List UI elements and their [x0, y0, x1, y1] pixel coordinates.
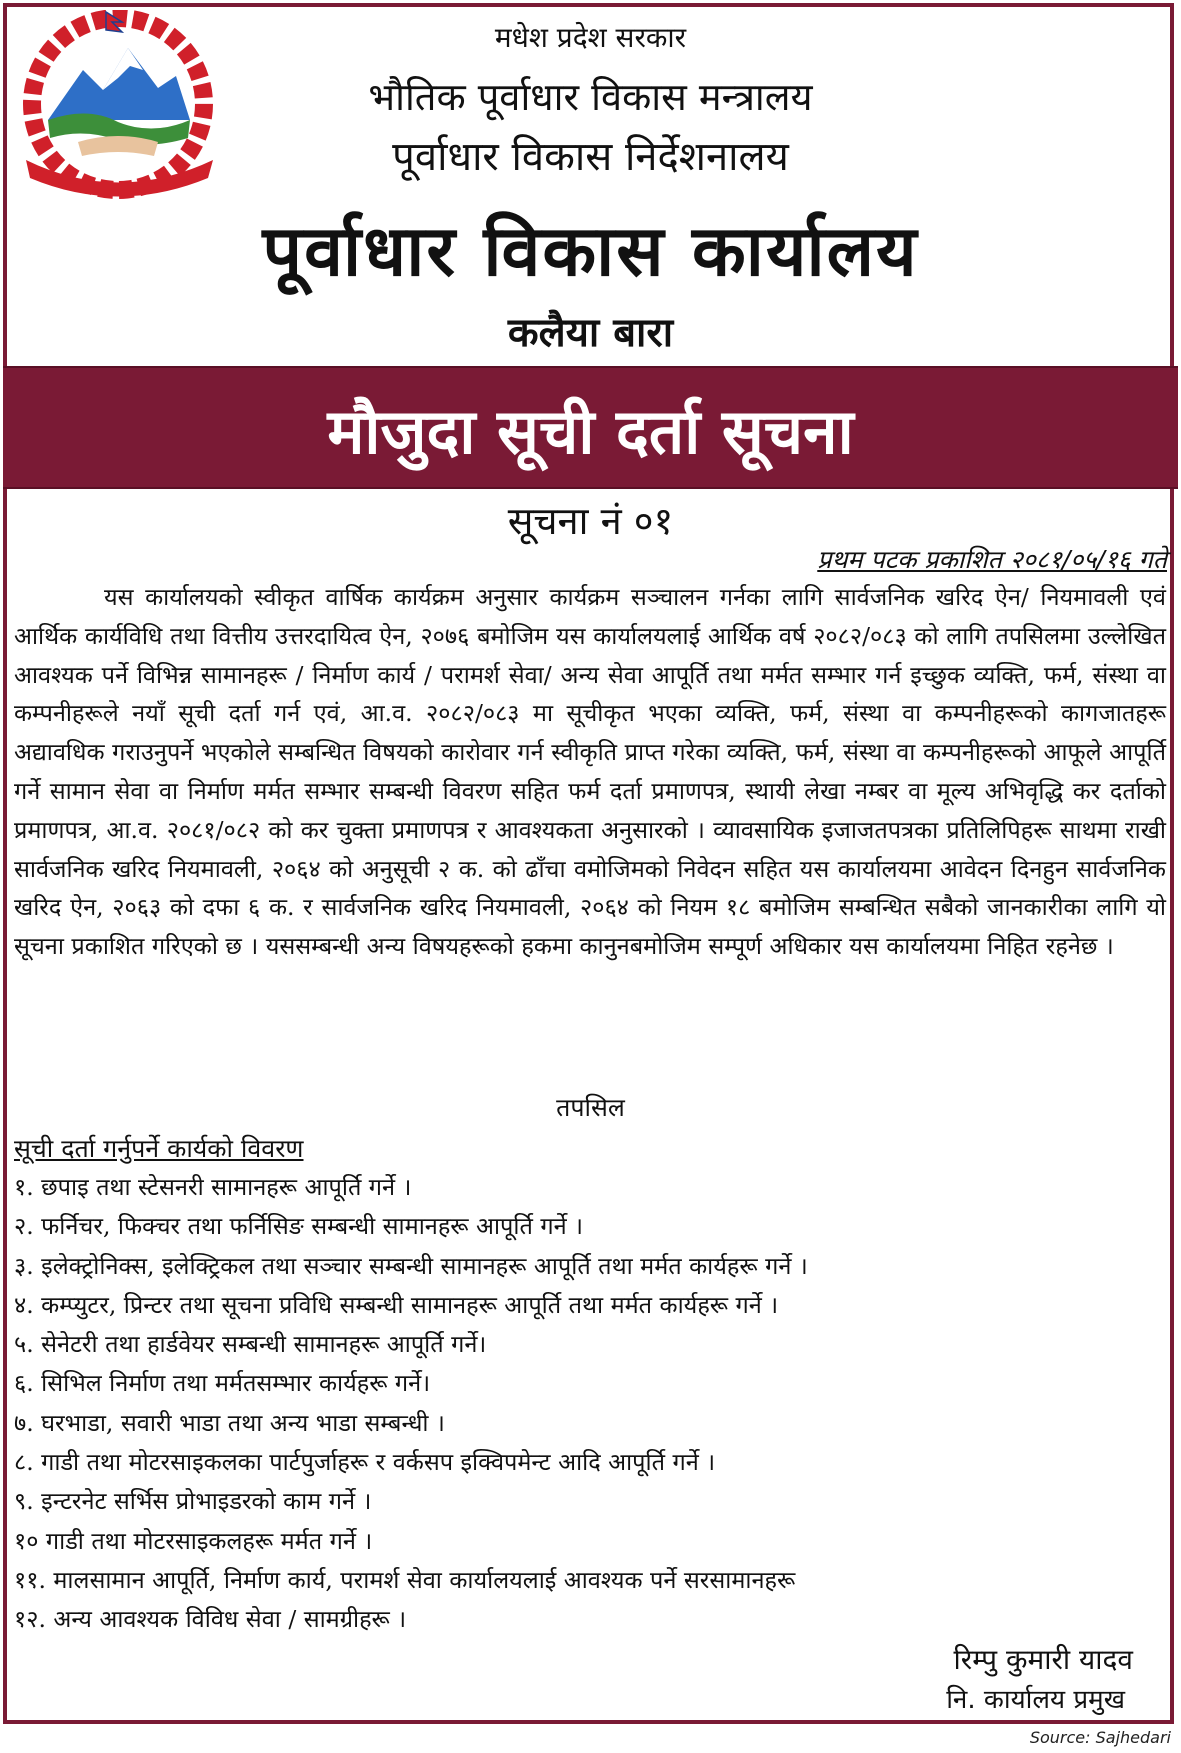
signer-title: नि. कार्यालय प्रमुख	[946, 1685, 1125, 1715]
source-credit: Source: Sajhedari	[1029, 1728, 1171, 1747]
notice-number: सूचना नं ०१	[507, 499, 674, 543]
list-item: १. छपाइ तथा स्टेसनरी सामानहरू आपूर्ति गर्ने ।	[14, 1173, 412, 1201]
work-list-title: सूची दर्ता गर्नुपर्ने कार्यको विवरण	[14, 1134, 304, 1163]
notice-body: यस कार्यालयको स्वीकृत वार्षिक कार्यक्रम अनुसार कार्यक्रम सञ्चालन गर्नका लागि सार्वजनिक खरिद ऐन/ नियमावली एवं आर्थिक कार्यविधि तथा वित्तीय उत्तरदायित्व ऐन, २०७६ बमोजिम यस कार्यालयलाई आर्थिक वर्ष २०८२/०८३ को लागि तपसिलमा उल्लेखित आवश्यक पर्ने विभिन्न सामानहरू / निर्माण कार्य / परामर्श सेवा/ अन्य सेवा आपूर्ति तथा मर्मत सम्भार गर्न इच्छुक व्यक्ति, फर्म, संस्था वा कम्पनीहरूले नयाँ सूची दर्ता गर्न एवं, आ.व. २०८२/०८३ मा सूचीकृत भएका व्यक्ति, फर्म, संस्था वा कम्पनीहरूको कागजातहरू अद्यावधिक गराउनुपर्ने भएकोले सम्बन्धित विषयको कारोवार गर्न स्वीकृति प्राप्त गरेका व्यक्ति, फर्म, संस्था वा कम्पनीहरूको आफूले आपूर्ति गर्ने सामान सेवा वा निर्माण मर्मत सम्भार सम्बन्धी विवरण सहित फर्म दर्ता प्रमाणपत्र, स्थायी लेखा नम्बर वा मूल्य अभिवृद्धि कर दर्ताको प्रमाणपत्र, आ.व. २०८१/०८२ को कर चुक्ता प्रमाणपत्र र आवश्यकता अनुसारको । व्यावसायिक इजाजतपत्रका प्रतिलिपिहरू साथमा राखी सार्वजनिक खरिद नियमावली, २०६४ को अनुसूची २ क. को ढाँचा वमोजिमको निवेदन सहित यस कार्यालयमा आवेदन दिनहुन सार्वजनिक खरिद ऐन, २०६३ को दफा ६ क. र सार्वजनिक खरिद नियमावली, २०६४ को नियम १८ बमोजिम सम्बन्धित सबैको जानकारीका लागि यो सूचना प्रकाशित गरिएको छ । यससम्बन्धी अन्य विषयहरूको हकमा कानुनबमोजिम सम्पूर्ण अधिकार यस कार्यालयमा निहित रहनेछ ।	[14, 583, 1166, 961]
list-item: ८. गाडी तथा मोटरसाइकलका पार्टपुर्जाहरू र वर्कसप इक्विपमेन्ट आदि आपूर्ति गर्ने ।	[14, 1448, 716, 1477]
list-item: ९. इन्टरनेट सर्भिस प्रोभाइडरको काम गर्ने ।	[14, 1487, 372, 1516]
schedule-heading: तपसिल	[556, 1093, 625, 1122]
banner-title: मौजुदा सूची दर्ता सूचना	[327, 395, 854, 468]
list-item: ४. कम्प्युटर, प्रिन्टर तथा सूचना प्रविधि सम्बन्धी सामानहरू आपूर्ति तथा मर्मत कार्यहरू गर्ने ।	[14, 1290, 779, 1319]
list-item: ६. सिभिल निर्माण तथा मर्मतसम्भार कार्यहरू गर्ने।	[14, 1369, 431, 1398]
list-item: ११. मालसामान आपूर्ति, निर्माण कार्य, परामर्श सेवा कार्यालयलाई आवश्यक पर्ने सरसामानहरू	[14, 1565, 796, 1594]
work-list	[14, 1168, 1164, 1640]
directorate-heading: पूर्वाधार विकास निर्देशनालय	[392, 134, 789, 180]
notice-banner	[3, 366, 1178, 489]
list-item: १० गाडी तथा मोटरसाइकलहरू मर्मत गर्ने ।	[14, 1526, 373, 1555]
list-item: ३. इलेक्ट्रोनिक्स, इलेक्ट्रिकल तथा सञ्चार सम्बन्धी सामानहरू आपूर्ति तथा मर्मत कार्यहरू गर्ने ।	[14, 1251, 808, 1280]
list-item: २. फर्निचर, फिक्चर तथा फर्निसिङ सम्बन्धी सामानहरू आपूर्ति गर्ने ।	[14, 1212, 583, 1241]
signer-name: रिम्पु कुमारी यादव	[953, 1643, 1133, 1676]
list-item: ५. सेनेटरी तथा हार्डवेयर सम्बन्धी सामानहरू आपूर्ति गर्ने।	[14, 1330, 487, 1359]
office-location: कलैया बारा	[507, 310, 674, 356]
state-government-heading: मधेश प्रदेश सरकार	[494, 21, 687, 54]
ministry-heading: भौतिक पूर्वाधार विकास मन्त्रालय	[368, 75, 813, 119]
published-date: प्रथम पटक प्रकाशित २०८१/०५/१६ गते	[817, 545, 1167, 574]
list-item: १२. अन्य आवश्यक विविध सेवा / सामग्रीहरू ।	[14, 1605, 407, 1634]
office-title: पूर्वाधार विकास कार्यालय	[262, 210, 919, 292]
list-item: ७. घरभाडा, सवारी भाडा तथा अन्य भाडा सम्बन्धी ।	[14, 1408, 445, 1437]
